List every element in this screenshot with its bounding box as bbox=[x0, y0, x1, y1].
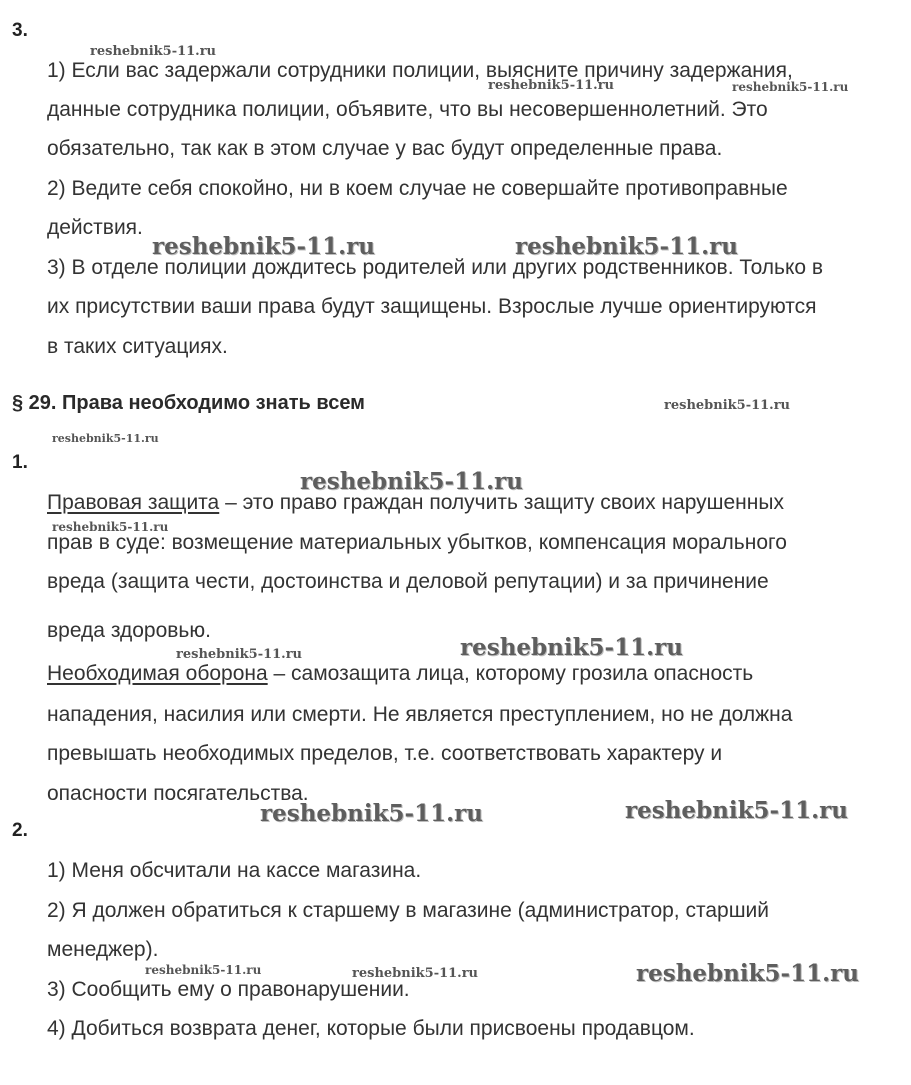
text-line: данные сотрудника полиции, объявите, что вы несовершеннолетний. Это bbox=[47, 98, 768, 121]
watermark: reshebnik5-11.ru bbox=[176, 647, 303, 662]
watermark: reshebnik5-11.ru bbox=[515, 233, 738, 260]
watermark: reshebnik5-11.ru bbox=[625, 797, 848, 824]
section-number: 1. bbox=[12, 452, 28, 473]
watermark: reshebnik5-11.ru bbox=[732, 80, 849, 94]
definition-line bbox=[47, 661, 753, 687]
text-line: 3) Сообщить ему о правонарушении. bbox=[47, 978, 410, 1001]
text-line: нападения, насилия или смерти. Не является преступлением, но не должна bbox=[47, 703, 793, 726]
text-line: вреда здоровью. bbox=[47, 619, 211, 642]
text-line: 1) Меня обсчитали на кассе магазина. bbox=[47, 859, 422, 882]
text-line: действия. bbox=[47, 216, 143, 239]
watermark: reshebnik5-11.ru bbox=[488, 78, 615, 93]
watermark: reshebnik5-11.ru bbox=[260, 800, 483, 827]
watermark: reshebnik5-11.ru bbox=[145, 963, 262, 977]
term-legal-protection: Правовая защита bbox=[47, 491, 220, 514]
paragraph-heading: § 29. Права необходимо знать всем bbox=[12, 392, 365, 414]
watermark: reshebnik5-11.ru bbox=[152, 233, 375, 260]
watermark: reshebnik5-11.ru bbox=[636, 960, 859, 987]
text-line: 2) Я должен обратиться к старшему в магазине (администратор, старший bbox=[47, 899, 770, 922]
section-number: 3. bbox=[12, 20, 28, 41]
text-line: опасности посягательства. bbox=[47, 782, 309, 805]
text-line: обязательно, так как в этом случае у вас будут определенные права. bbox=[47, 137, 723, 160]
text-line: вреда (защита чести, достоинства и деловой репутации) и за причинение bbox=[47, 570, 769, 593]
definition-text: – это право граждан получить защиту своих нарушенных bbox=[219, 491, 784, 514]
definition-text: – самозащита лица, которому грозила опасность bbox=[267, 662, 754, 685]
text-line: 1) Если вас задержали сотрудники полиции, выясните причину задержания, bbox=[47, 59, 793, 82]
watermark: reshebnik5-11.ru bbox=[52, 432, 159, 445]
text-line: 4) Добиться возврата денег, которые были присвоены продавцом. bbox=[47, 1017, 695, 1040]
watermark: reshebnik5-11.ru bbox=[664, 398, 791, 413]
term-self-defense: Необходимая оборона bbox=[47, 662, 268, 685]
text-line: 2) Ведите себя спокойно, ни в коем случае не совершайте противоправные bbox=[47, 177, 788, 200]
text-line: прав в суде: возмещение материальных убытков, компенсация морального bbox=[47, 531, 787, 554]
watermark: reshebnik5-11.ru bbox=[90, 44, 217, 59]
text-line: менеджер). bbox=[47, 938, 159, 961]
text-line: в таких ситуациях. bbox=[47, 335, 228, 358]
text-line: превышать необходимых пределов, т.е. соответствовать характеру и bbox=[47, 742, 723, 765]
section-number: 2. bbox=[12, 820, 28, 841]
watermark: reshebnik5-11.ru bbox=[300, 468, 523, 495]
watermark: reshebnik5-11.ru bbox=[352, 966, 479, 981]
text-line: их присутствии ваши права будут защищены. Взрослые лучше ориентируются bbox=[47, 295, 817, 318]
watermark: reshebnik5-11.ru bbox=[52, 520, 169, 534]
watermark: reshebnik5-11.ru bbox=[460, 634, 683, 661]
text-line: 3) В отделе полиции дождитесь родителей или других родственников. Только в bbox=[47, 256, 824, 279]
